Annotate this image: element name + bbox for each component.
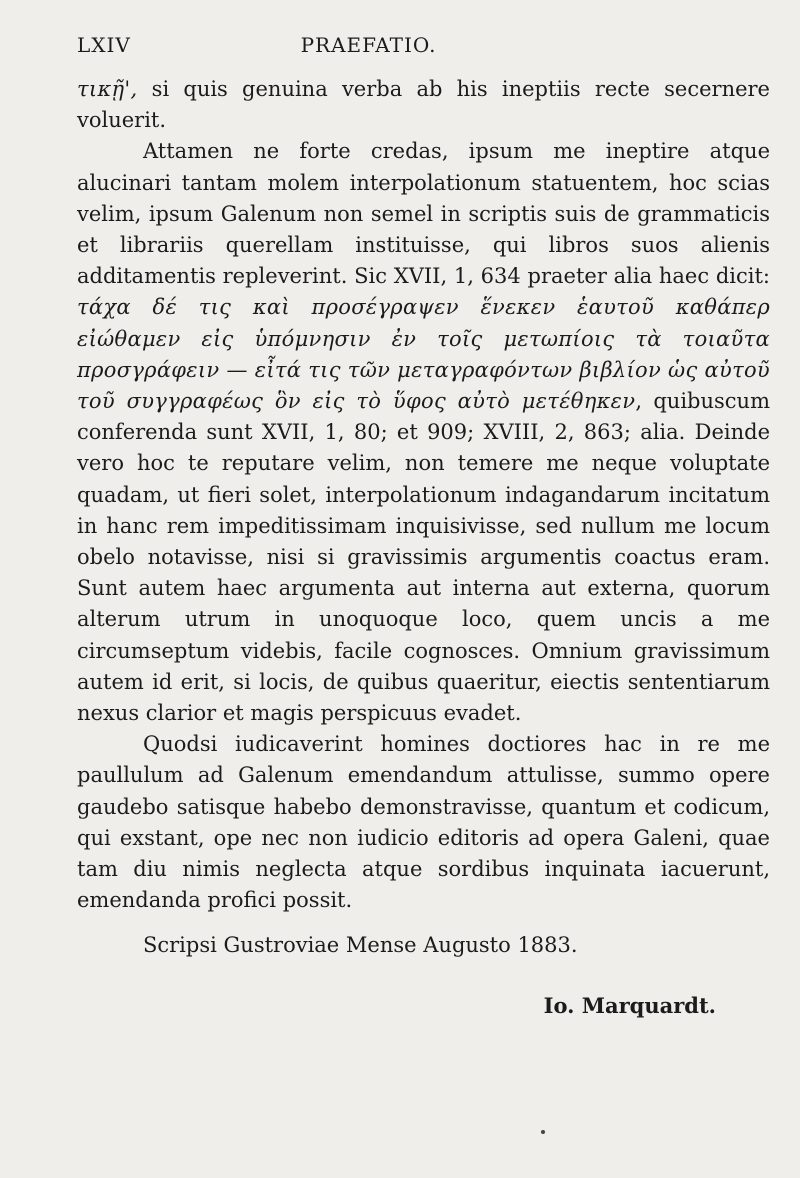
paragraph-attamen bbox=[77, 136, 770, 729]
paragraph-continuation bbox=[77, 74, 770, 136]
paragraph-quodsi bbox=[77, 729, 770, 916]
paragraph-text: , quibuscum conferenda sunt XVII, 1, 80; et 909; XVIII, 2, 863; alia. Deinde vero hoc te reputare velim, non temere me neque voluptate quadam, ut fieri solet, interpolationum indagandarum incitatum in hanc rem impeditissimam inquisivisse, sed nullum me locum obelo notavisse, nisi si gravissimis argumentis coactus eram. Sunt autem haec argumenta aut interna aut externa, quorum alterum utrum in unoquoque loco, quem uncis a me circumseptum videbis, facile cognosces. Omnium gravissimum autem id erit, si locis, de quibus quaeritur, eiectis sententiarum nexus clarior et magis perspicuus evadet. bbox=[77, 389, 770, 726]
body-text bbox=[77, 74, 770, 916]
greek-quotation: τάχα δέ τις καὶ προσέγραψεν ἕνεκεν ἑαυτοῦ καθάπερ εἰώθαμεν εἰς ὑπόμνησιν ἐν τοῖς μετωπίοις τὰ τοιαῦτα προσγράφειν — εἶτά τις τῶν μεταγραφόντων βιβλίον ὡς αὐτοῦ τοῦ συγγραφέως ὃν εἰς τὸ ὕφος αὐτὸ μετέθηκεν bbox=[77, 295, 770, 414]
page-number: LXIV bbox=[77, 33, 131, 57]
paragraph-text: si quis genuina verba ab his ineptiis recte secernere voluerit. bbox=[77, 77, 770, 133]
running-head bbox=[77, 30, 770, 60]
ink-speck bbox=[541, 1130, 545, 1134]
paragraph-text: Attamen ne forte credas, ipsum me ineptire atque alucinari tantam molem interpolationum statuentem, hoc scias velim, ipsum Galenum non semel in scriptis suis de grammaticis et librariis querellam instituisse, qui libros suos alienis additamentis repleverint. Sic XVII, 1, 634 praeter alia haec dicit: bbox=[77, 139, 770, 289]
running-title: PRAEFATIO. bbox=[300, 33, 437, 57]
closing-line: Scripsi Gustroviae Mense Augusto 1883. bbox=[143, 933, 578, 958]
paragraph-text: Quodsi iudicaverint homines doctiores hac in re me paullulum ad Galenum emendandum attulisse, summo opere gaudebo satisque habebo demonstravisse, quantum et codicum, qui exstant, ope nec non iudicio editoris ad opera Galeni, quae tam diu nimis neglecta atque sordibus inquinata iacuerunt, emendanda profici possit. bbox=[77, 732, 770, 913]
signature: Io. Marquardt. bbox=[543, 993, 716, 1019]
greek-fragment: τικῇ', bbox=[77, 77, 138, 101]
